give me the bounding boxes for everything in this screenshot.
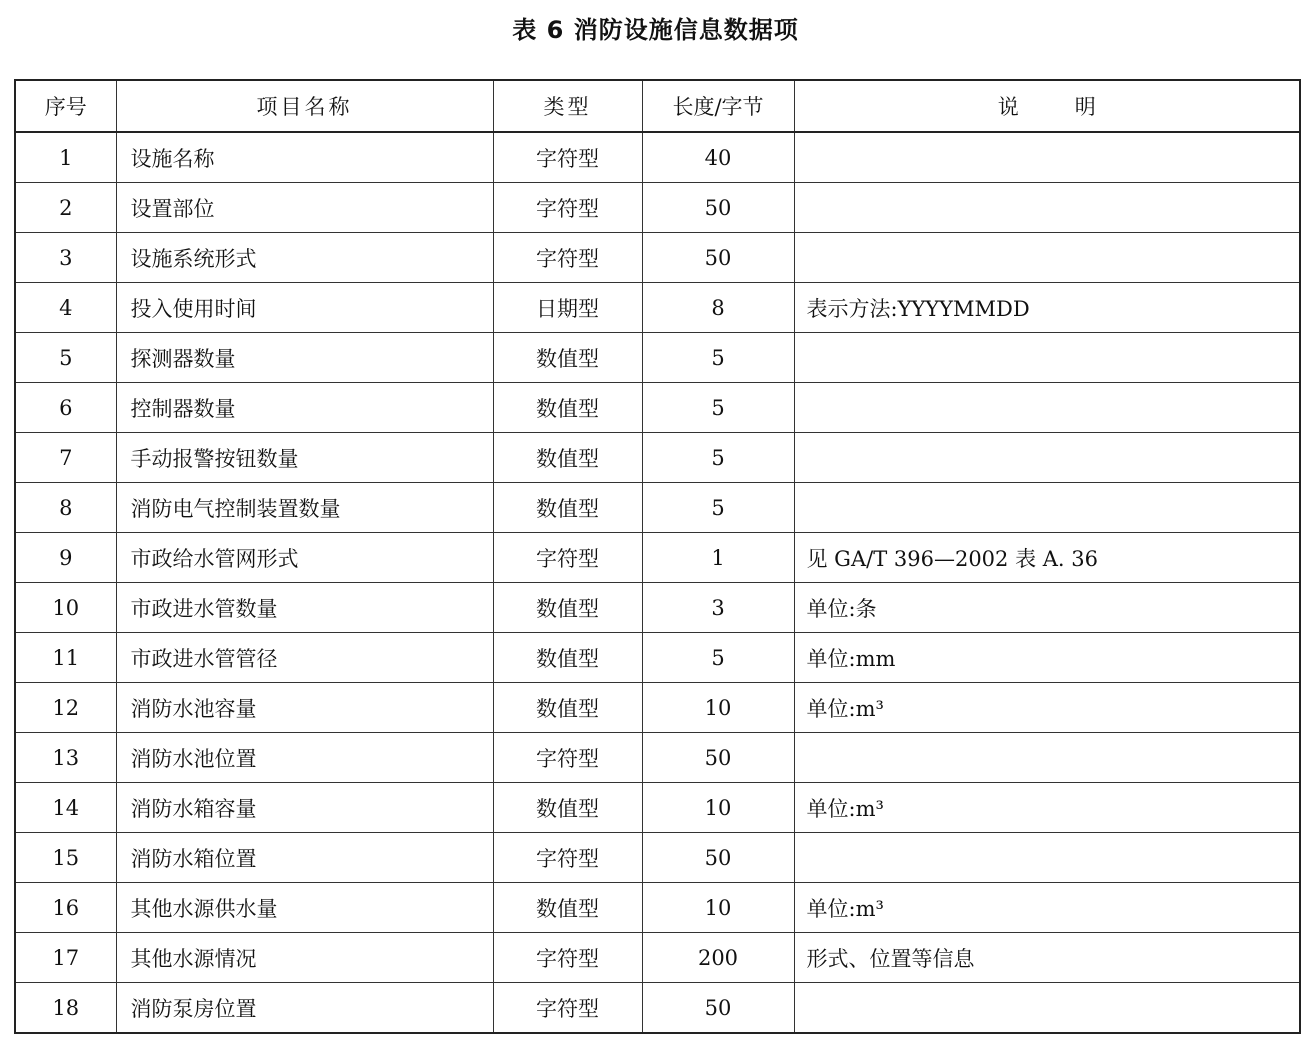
row-type: 数值型 [493,333,642,383]
header-desc-char-b: 明 [1074,95,1096,119]
table-row [15,533,1300,583]
row-num: 10 [15,583,116,633]
row-length: 10 [642,883,794,933]
row-desc [794,132,1300,183]
row-desc: 形式、位置等信息 [794,933,1300,983]
table-row [15,833,1300,883]
row-desc: 单位:m³ [794,683,1300,733]
row-length: 5 [642,383,794,433]
row-name: 设施名称 [116,132,493,183]
row-name: 消防水池容量 [116,683,493,733]
table-header-row [15,80,1300,132]
row-name: 消防水箱位置 [116,833,493,883]
row-name: 市政进水管管径 [116,633,493,683]
row-num: 14 [15,783,116,833]
row-num: 1 [15,132,116,183]
row-name: 手动报警按钮数量 [116,433,493,483]
header-name: 项目名称 [116,80,493,132]
row-desc [794,183,1300,233]
row-name: 消防电气控制装置数量 [116,483,493,533]
row-type: 数值型 [493,783,642,833]
row-name: 设施系统形式 [116,233,493,283]
table-body [15,132,1300,1033]
row-length: 5 [642,633,794,683]
row-length: 40 [642,132,794,183]
row-type: 字符型 [493,183,642,233]
row-type: 字符型 [493,733,642,783]
table-row [15,583,1300,633]
row-length: 3 [642,583,794,633]
row-length: 50 [642,183,794,233]
row-type: 数值型 [493,483,642,533]
row-length: 200 [642,933,794,983]
table-row [15,633,1300,683]
header-desc [794,80,1300,132]
row-desc: 单位:m³ [794,783,1300,833]
row-type: 数值型 [493,433,642,483]
header-desc-char-a: 说 [997,95,1019,119]
row-type: 字符型 [493,132,642,183]
row-num: 9 [15,533,116,583]
row-length: 8 [642,283,794,333]
row-length: 1 [642,533,794,583]
row-type: 数值型 [493,883,642,933]
row-num: 5 [15,333,116,383]
row-name: 市政给水管网形式 [116,533,493,583]
row-desc: 表示方法:YYYYMMDD [794,283,1300,333]
table-row [15,683,1300,733]
table-row [15,233,1300,283]
row-num: 6 [15,383,116,433]
row-desc: 单位:条 [794,583,1300,633]
row-name: 市政进水管数量 [116,583,493,633]
row-desc: 单位:m³ [794,883,1300,933]
header-type: 类型 [493,80,642,132]
table-row [15,333,1300,383]
row-type: 字符型 [493,533,642,583]
table-row [15,983,1300,1034]
table-row [15,283,1300,333]
row-type: 字符型 [493,233,642,283]
header-length: 长度/字节 [642,80,794,132]
row-num: 11 [15,633,116,683]
row-type: 字符型 [493,933,642,983]
row-num: 7 [15,433,116,483]
row-num: 2 [15,183,116,233]
table-row [15,383,1300,433]
row-desc [794,233,1300,283]
row-desc [794,433,1300,483]
row-length: 5 [642,333,794,383]
row-num: 3 [15,233,116,283]
row-num: 8 [15,483,116,533]
row-name: 消防泵房位置 [116,983,493,1034]
table-row [15,483,1300,533]
row-type: 数值型 [493,683,642,733]
row-name: 探测器数量 [116,333,493,383]
table-row [15,933,1300,983]
row-length: 10 [642,683,794,733]
row-type: 数值型 [493,583,642,633]
row-desc [794,483,1300,533]
row-name: 消防水箱容量 [116,783,493,833]
row-type: 字符型 [493,833,642,883]
row-length: 5 [642,433,794,483]
row-length: 50 [642,733,794,783]
row-desc: 单位:mm [794,633,1300,683]
row-length: 50 [642,233,794,283]
row-name: 设置部位 [116,183,493,233]
row-name: 其他水源情况 [116,933,493,983]
row-desc [794,833,1300,883]
table-row [15,733,1300,783]
table-title: 表 6 消防设施信息数据项 [512,16,799,44]
row-desc [794,983,1300,1034]
row-name: 消防水池位置 [116,733,493,783]
facility-data-table [14,79,1301,1034]
row-name: 控制器数量 [116,383,493,433]
row-desc [794,383,1300,433]
header-num: 序号 [15,80,116,132]
row-num: 4 [15,283,116,333]
row-desc [794,333,1300,383]
table-row [15,132,1300,183]
row-num: 17 [15,933,116,983]
row-name: 其他水源供水量 [116,883,493,933]
row-type: 数值型 [493,383,642,433]
row-desc: 见 GA/T 396—2002 表 A. 36 [794,533,1300,583]
row-type: 数值型 [493,633,642,683]
row-length: 50 [642,833,794,883]
row-length: 50 [642,983,794,1034]
row-num: 12 [15,683,116,733]
table-row [15,183,1300,233]
row-type: 字符型 [493,983,642,1034]
row-num: 15 [15,833,116,883]
table-row [15,783,1300,833]
row-name: 投入使用时间 [116,283,493,333]
row-num: 16 [15,883,116,933]
row-desc [794,733,1300,783]
table-row [15,433,1300,483]
table-row [15,883,1300,933]
row-num: 13 [15,733,116,783]
row-length: 10 [642,783,794,833]
row-type: 日期型 [493,283,642,333]
row-num: 18 [15,983,116,1034]
row-length: 5 [642,483,794,533]
